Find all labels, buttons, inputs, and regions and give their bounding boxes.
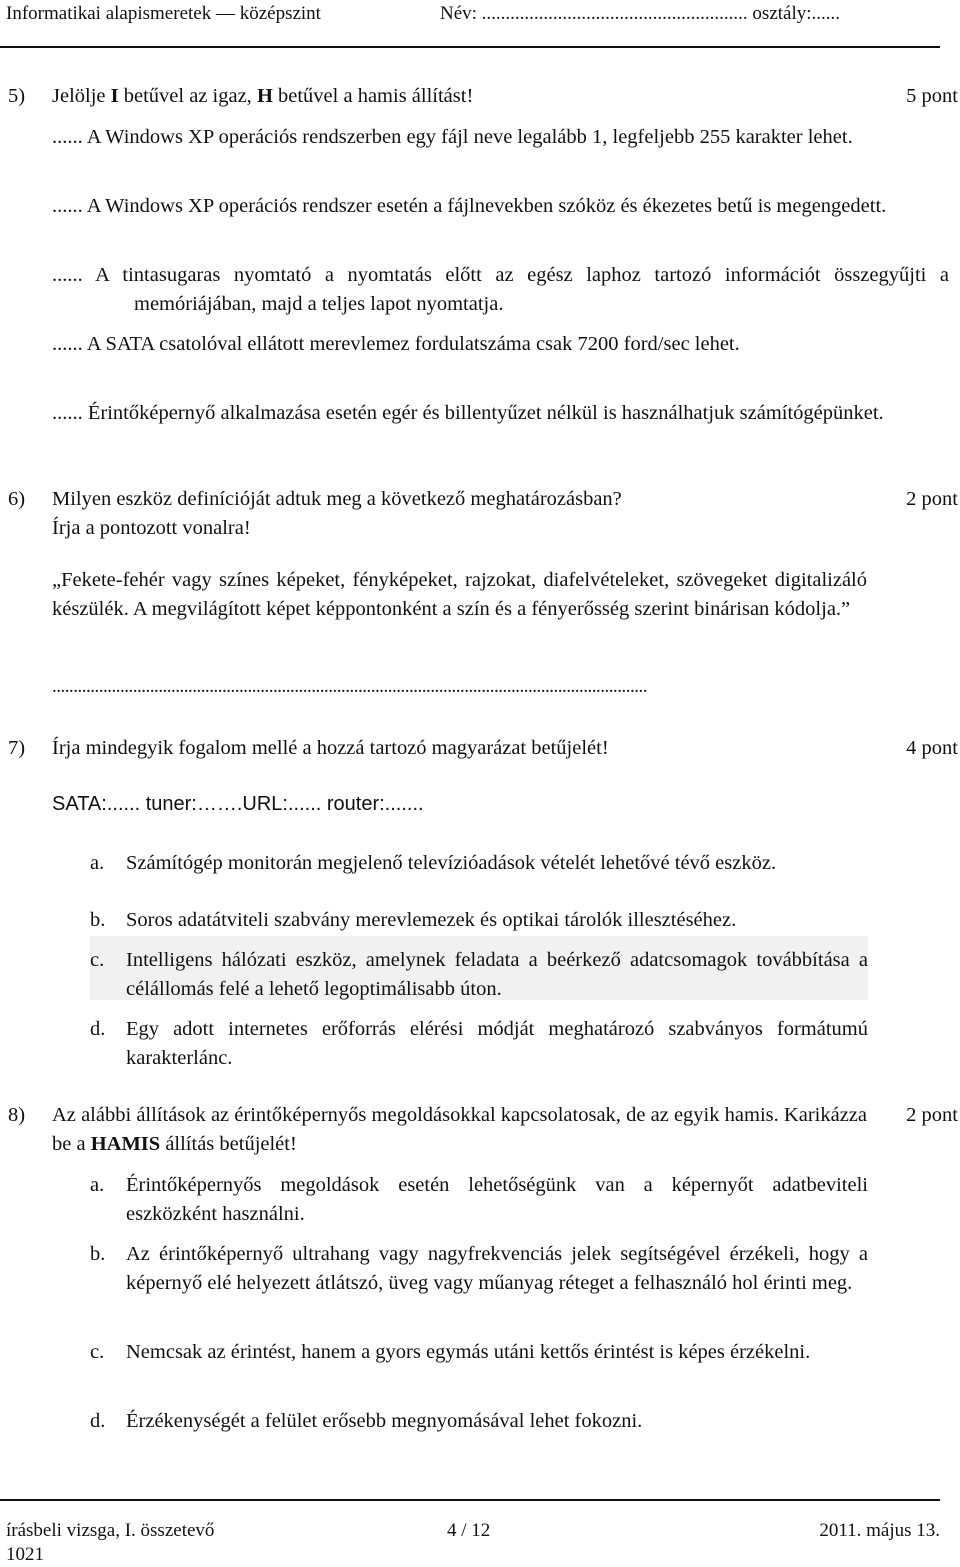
prompt-text: Az alábbi állítások az érintőképernyős megoldásokkal kapcsolatosak, de az egyik hamis. Karikázza be a bbox=[52, 1104, 867, 1155]
option-text: Intelligens hálózati eszköz, amelynek feladata a beérkező adatcsomagok továbbítása a célállomás felé a lehető legoptimálisabb úton. bbox=[126, 949, 868, 1000]
option-text: Soros adatátviteli szabvány merevlemezek és optikai tárolók illesztéséhez. bbox=[126, 909, 737, 931]
question-number: 5) bbox=[8, 85, 26, 107]
question-prompt bbox=[52, 1101, 867, 1159]
answer-blank[interactable]: ...... bbox=[52, 126, 83, 148]
option-letter: d. bbox=[90, 1018, 106, 1040]
prompt-bold-hamis: HAMIS bbox=[90, 1133, 161, 1155]
option-text: Érzékenységét a felület erősebb megnyomásával lehet fokozni. bbox=[126, 1410, 643, 1432]
footer-page: 4 / 12 bbox=[447, 1520, 491, 1541]
statement-text: Érintőképernyő alkalmazása esetén egér és billentyűzet nélkül is használhatjuk számítógépünket. bbox=[82, 402, 884, 424]
statement-2 bbox=[52, 192, 949, 221]
option-letter: c. bbox=[90, 949, 105, 971]
option-text: Egy adott internetes erőforrás elérési módját meghatározó szabványos formátumú karakterlánc. bbox=[126, 1018, 868, 1069]
option-a bbox=[90, 849, 868, 878]
answer-blank[interactable]: ...... bbox=[52, 195, 83, 217]
prompt-text: állítás betűjelét! bbox=[160, 1133, 297, 1155]
question-number: 6) bbox=[8, 488, 26, 510]
statement-1 bbox=[52, 123, 949, 152]
question-number: 7) bbox=[8, 737, 26, 759]
option-a[interactable] bbox=[90, 1171, 868, 1229]
option-text: Nemcsak az érintést, hanem a gyors egymás utáni kettős érintést is képes érzékelni. bbox=[126, 1341, 811, 1363]
prompt-bold-i: I bbox=[110, 85, 119, 107]
statement-4 bbox=[52, 330, 949, 359]
prompt-text: betűvel a hamis állítást! bbox=[272, 85, 474, 107]
option-letter[interactable]: a. bbox=[90, 1174, 105, 1196]
statement-text: A tintasugaras nyomtató a nyomtatás előtt az egész laphoz tartozó információt összegyűjti a memóriájában, majd a teljes lapot nyomtatja. bbox=[82, 264, 949, 315]
question-prompt bbox=[52, 82, 473, 111]
footer-code: 1021 bbox=[6, 1544, 44, 1565]
answer-blank[interactable]: ...... bbox=[52, 264, 83, 286]
answer-blank[interactable]: ...... bbox=[52, 402, 83, 424]
points-label: 2 pont bbox=[906, 1104, 958, 1126]
option-c[interactable] bbox=[90, 1338, 868, 1367]
option-letter[interactable]: c. bbox=[90, 1341, 105, 1363]
page-header bbox=[0, 0, 960, 34]
definition-quote: „Fekete-fehér vagy színes képeket, fényképeket, rajzokat, diafelvételeket, szövegeket digitalizáló készülék. A megvilágított képet képpontonként a szín és a fényerősség szerint binárisan kódolja.” bbox=[52, 569, 867, 620]
header-subject: Informatikai alapismeretek — középszint bbox=[6, 3, 321, 24]
option-letter[interactable]: d. bbox=[90, 1410, 106, 1432]
header-rule bbox=[0, 46, 940, 48]
option-c bbox=[90, 946, 868, 1004]
option-d bbox=[90, 1015, 868, 1073]
option-b bbox=[90, 906, 868, 935]
answer-blank[interactable]: ...... bbox=[52, 333, 83, 355]
footer-rule bbox=[0, 1499, 940, 1501]
question-number: 8) bbox=[8, 1104, 26, 1126]
statement-text: A SATA csatolóval ellátott merevlemez fordulatszáma csak 7200 ford/sec lehet. bbox=[82, 333, 740, 355]
prompt-text: Jelölje bbox=[52, 85, 111, 107]
terms-line[interactable]: SATA:...... tuner:…….URL:...... router:....... bbox=[52, 793, 424, 815]
option-letter: b. bbox=[90, 909, 106, 931]
prompt-bold-h: H bbox=[256, 85, 273, 107]
option-d[interactable] bbox=[90, 1407, 868, 1436]
points-label: 4 pont bbox=[906, 737, 958, 759]
option-text: Érintőképernyős megoldások esetén lehetőségünk van a képernyőt adatbeviteli eszközként használni. bbox=[126, 1174, 868, 1225]
option-letter: a. bbox=[90, 852, 105, 874]
footer-exam: írásbeli vizsga, I. összetevő bbox=[6, 1520, 215, 1541]
statement-text: A Windows XP operációs rendszerben egy fájl neve legalább 1, legfeljebb 255 karakter lehet. bbox=[82, 126, 853, 148]
points-label: 5 pont bbox=[906, 85, 958, 107]
statement-3 bbox=[52, 261, 949, 319]
statement-text: A Windows XP operációs rendszer esetén a fájlnevekben szóköz és ékezetes betű is megengedett. bbox=[82, 195, 887, 217]
question-instruction: Írja a pontozott vonalra! bbox=[52, 517, 251, 539]
option-letter[interactable]: b. bbox=[90, 1243, 106, 1265]
statement-5 bbox=[52, 399, 949, 428]
answer-line[interactable]: ............................................................................................................................................ bbox=[52, 676, 647, 697]
option-b[interactable] bbox=[90, 1240, 868, 1298]
prompt-text: betűvel az igaz, bbox=[118, 85, 257, 107]
question-prompt: Milyen eszköz definícióját adtuk meg a következő meghatározásban? bbox=[52, 488, 622, 510]
points-label: 2 pont bbox=[906, 488, 958, 510]
header-name-field: Név: ........................................................ osztály:...... bbox=[440, 3, 841, 24]
option-text: Számítógép monitorán megjelenő televízióadások vételét lehetővé tévő eszköz. bbox=[126, 852, 777, 874]
option-text: Az érintőképernyő ultrahang vagy nagyfrekvenciás jelek segítségével érzékeli, hogy a képernyő elé helyezett átlátszó, üveg vagy műanyag réteget a felhasználó hol érinti meg. bbox=[126, 1243, 868, 1294]
footer-date: 2011. május 13. bbox=[819, 1520, 940, 1541]
question-prompt: Írja mindegyik fogalom mellé a hozzá tartozó magyarázat betűjelét! bbox=[52, 737, 609, 759]
